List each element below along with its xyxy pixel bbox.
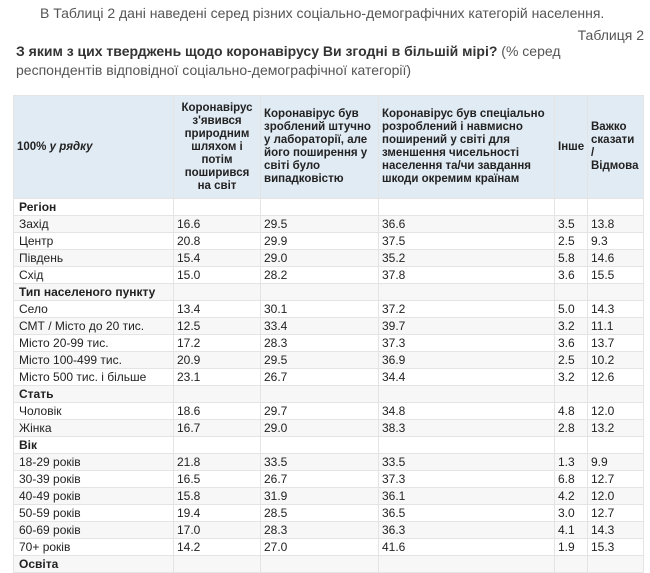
empty-cell: [261, 556, 379, 573]
value-cell: 3.6: [555, 267, 588, 284]
value-cell: 1.9: [555, 539, 588, 556]
value-cell: 15.8: [174, 488, 261, 505]
empty-cell: [379, 199, 555, 216]
group-label: Вік: [14, 437, 174, 454]
table-group-row: [14, 437, 644, 454]
empty-cell: [261, 386, 379, 403]
value-cell: 34.8: [379, 403, 555, 420]
value-cell: 3.5: [555, 216, 588, 233]
value-cell: 15.0: [174, 267, 261, 284]
row-label: 60-69 років: [14, 522, 174, 539]
row-label: Місто 20-99 тис.: [14, 335, 174, 352]
value-cell: 37.8: [379, 267, 555, 284]
table-number-label: Таблиця 2: [577, 27, 644, 43]
header-natural: Коронавірус з'явився природним шляхом і потім поширився на світ: [174, 96, 261, 199]
row-label: Схід: [14, 267, 174, 284]
value-cell: 15.3: [588, 539, 644, 556]
row-label: Місто 100-499 тис.: [14, 352, 174, 369]
value-cell: 12.6: [588, 369, 644, 386]
empty-cell: [261, 284, 379, 301]
value-cell: 26.7: [261, 471, 379, 488]
value-cell: 36.6: [379, 216, 555, 233]
value-cell: 35.2: [379, 250, 555, 267]
value-cell: 37.5: [379, 233, 555, 250]
value-cell: 29.0: [261, 420, 379, 437]
table-group-row: [14, 199, 644, 216]
value-cell: 28.2: [261, 267, 379, 284]
question-text: [16, 42, 636, 80]
value-cell: 12.5: [174, 318, 261, 335]
value-cell: 3.6: [555, 335, 588, 352]
value-cell: 37.3: [379, 335, 555, 352]
value-cell: 17.2: [174, 335, 261, 352]
table-group-row: [14, 556, 644, 573]
value-cell: 6.8: [555, 471, 588, 488]
empty-cell: [555, 284, 588, 301]
table-row: [14, 352, 644, 369]
table-body: [14, 199, 644, 573]
empty-cell: [261, 199, 379, 216]
value-cell: 3.2: [555, 318, 588, 335]
value-cell: 14.3: [588, 301, 644, 318]
row-label: 70+ років: [14, 539, 174, 556]
row-label: Південь: [14, 250, 174, 267]
value-cell: 29.9: [261, 233, 379, 250]
value-cell: 36.5: [379, 505, 555, 522]
value-cell: 33.5: [379, 454, 555, 471]
value-cell: 27.0: [261, 539, 379, 556]
empty-cell: [174, 437, 261, 454]
value-cell: 12.7: [588, 505, 644, 522]
value-cell: 13.8: [588, 216, 644, 233]
value-cell: 13.4: [174, 301, 261, 318]
value-cell: 4.1: [555, 522, 588, 539]
value-cell: 29.0: [261, 250, 379, 267]
group-label: Освіта: [14, 556, 174, 573]
value-cell: 18.6: [174, 403, 261, 420]
value-cell: 9.3: [588, 233, 644, 250]
value-cell: 15.5: [588, 267, 644, 284]
value-cell: 14.6: [588, 250, 644, 267]
value-cell: 14.2: [174, 539, 261, 556]
value-cell: 14.3: [588, 522, 644, 539]
empty-cell: [174, 284, 261, 301]
empty-cell: [555, 199, 588, 216]
value-cell: 1.3: [555, 454, 588, 471]
group-label: Регіон: [14, 199, 174, 216]
value-cell: 13.7: [588, 335, 644, 352]
value-cell: 37.2: [379, 301, 555, 318]
table-row: [14, 454, 644, 471]
empty-cell: [174, 386, 261, 403]
value-cell: 28.3: [261, 335, 379, 352]
group-label: Стать: [14, 386, 174, 403]
value-cell: 2.8: [555, 420, 588, 437]
empty-cell: [588, 284, 644, 301]
intro-text: В Таблиці 2 дані наведені серед різних соціально-демографічних категорій населення.: [40, 5, 605, 21]
value-cell: 9.9: [588, 454, 644, 471]
results-table: [13, 95, 644, 573]
value-cell: 16.6: [174, 216, 261, 233]
row-label: Жінка: [14, 420, 174, 437]
table-row: [14, 488, 644, 505]
header-deliberate: Коронавірус був спеціально розроблений і навмисно поширений у світі для зменшення чисельності населення та/чи завдання шкоди окремим країнам: [379, 96, 555, 199]
value-cell: 36.3: [379, 522, 555, 539]
header-row-label: 100% у рядку: [14, 96, 174, 199]
table-row: [14, 420, 644, 437]
value-cell: 2.5: [555, 233, 588, 250]
value-cell: 10.2: [588, 352, 644, 369]
value-cell: 36.9: [379, 352, 555, 369]
row-label: Центр: [14, 233, 174, 250]
value-cell: 11.1: [588, 318, 644, 335]
value-cell: 20.8: [174, 233, 261, 250]
header-lab-accident: Коронавірус був зроблений штучно у лабораторії, але його поширення у світі було випадковістю: [261, 96, 379, 199]
table-row: [14, 335, 644, 352]
value-cell: 28.3: [261, 522, 379, 539]
empty-cell: [588, 199, 644, 216]
value-cell: 21.8: [174, 454, 261, 471]
empty-cell: [555, 386, 588, 403]
table-row: [14, 471, 644, 488]
empty-cell: [555, 556, 588, 573]
question-note: (% серед респондентів відповідної соціально-демографічної категорії): [16, 43, 561, 78]
row-label: СМТ / Місто до 20 тис.: [14, 318, 174, 335]
value-cell: 36.1: [379, 488, 555, 505]
value-cell: 38.3: [379, 420, 555, 437]
table-header-row: [14, 96, 644, 199]
value-cell: 41.6: [379, 539, 555, 556]
value-cell: 29.5: [261, 216, 379, 233]
table-row: [14, 403, 644, 420]
value-cell: 5.0: [555, 301, 588, 318]
value-cell: 15.4: [174, 250, 261, 267]
value-cell: 31.9: [261, 488, 379, 505]
row-label: 50-59 років: [14, 505, 174, 522]
value-cell: 4.2: [555, 488, 588, 505]
value-cell: 19.4: [174, 505, 261, 522]
value-cell: 26.7: [261, 369, 379, 386]
value-cell: 29.5: [261, 352, 379, 369]
empty-cell: [174, 199, 261, 216]
question-bold: З яким з цих тверджень щодо коронавірусу Ви згодні в більшій мірі?: [16, 43, 498, 59]
value-cell: 17.0: [174, 522, 261, 539]
value-cell: 39.7: [379, 318, 555, 335]
value-cell: 33.5: [261, 454, 379, 471]
value-cell: 23.1: [174, 369, 261, 386]
table-row: [14, 267, 644, 284]
row-label: Чоловік: [14, 403, 174, 420]
value-cell: 2.5: [555, 352, 588, 369]
table-group-row: [14, 386, 644, 403]
row-label: 40-49 років: [14, 488, 174, 505]
empty-cell: [379, 556, 555, 573]
value-cell: 4.8: [555, 403, 588, 420]
empty-cell: [174, 556, 261, 573]
table-row: [14, 301, 644, 318]
value-cell: 33.4: [261, 318, 379, 335]
table-row: [14, 318, 644, 335]
value-cell: 29.7: [261, 403, 379, 420]
table-row: [14, 369, 644, 386]
row-label: Захід: [14, 216, 174, 233]
table-row: [14, 539, 644, 556]
value-cell: 3.0: [555, 505, 588, 522]
row-label: 30-39 років: [14, 471, 174, 488]
row-label: 18-29 років: [14, 454, 174, 471]
empty-cell: [261, 437, 379, 454]
table-row: [14, 233, 644, 250]
value-cell: 34.4: [379, 369, 555, 386]
table-group-row: [14, 284, 644, 301]
value-cell: 30.1: [261, 301, 379, 318]
value-cell: 12.7: [588, 471, 644, 488]
value-cell: 12.0: [588, 488, 644, 505]
table-row: [14, 250, 644, 267]
table-row: [14, 522, 644, 539]
empty-cell: [379, 284, 555, 301]
value-cell: 12.0: [588, 403, 644, 420]
value-cell: 16.5: [174, 471, 261, 488]
empty-cell: [588, 556, 644, 573]
value-cell: 13.2: [588, 420, 644, 437]
group-label: Тип населеного пункту: [14, 284, 174, 301]
value-cell: 5.8: [555, 250, 588, 267]
value-cell: 16.7: [174, 420, 261, 437]
value-cell: 20.9: [174, 352, 261, 369]
value-cell: 3.2: [555, 369, 588, 386]
table-row: [14, 505, 644, 522]
empty-cell: [379, 437, 555, 454]
value-cell: 37.3: [379, 471, 555, 488]
value-cell: 28.5: [261, 505, 379, 522]
row-label: Місто 500 тис. і більше: [14, 369, 174, 386]
empty-cell: [379, 386, 555, 403]
empty-cell: [588, 437, 644, 454]
header-dont-know: Важко сказати / Відмова: [588, 96, 644, 199]
empty-cell: [588, 386, 644, 403]
header-other: Інше: [555, 96, 588, 199]
table-row: [14, 216, 644, 233]
empty-cell: [555, 437, 588, 454]
row-label: Село: [14, 301, 174, 318]
